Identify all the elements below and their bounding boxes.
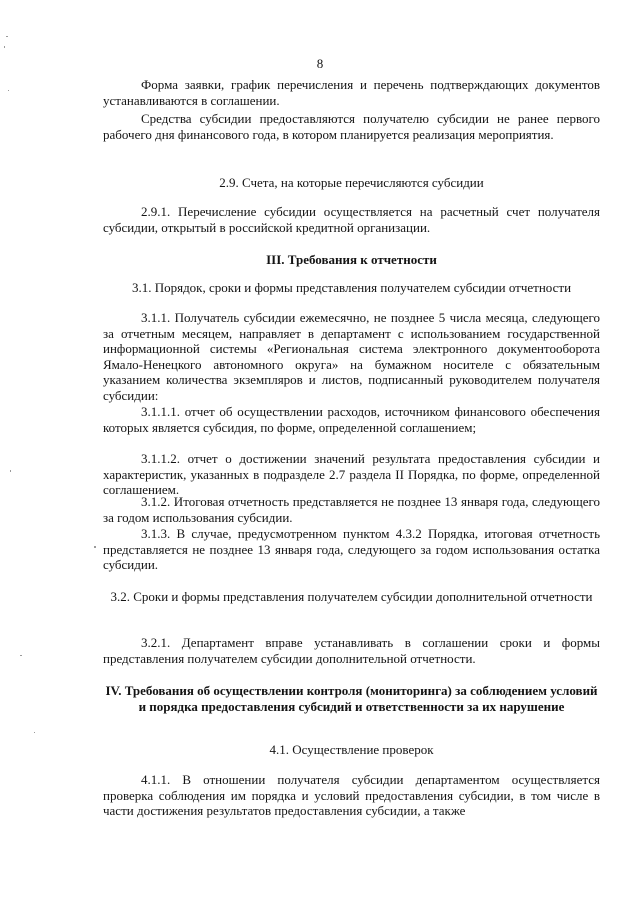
scan-mark	[10, 470, 11, 472]
heading-section-IV: IV. Требования об осуществлении контроля (мониторинга) за соблюдением условий и порядка предоставления субсидий и ответственности за их нарушение	[105, 683, 598, 714]
paragraph-3-1-3	[103, 526, 600, 573]
heading-3-1: 3.1. Порядок, сроки и формы представления получателем субсидии отчетности	[131, 280, 572, 295]
heading-section-III: III. Требования к отчетности	[266, 252, 437, 267]
scan-mark	[4, 46, 5, 48]
paragraph-2-9-1	[103, 204, 600, 235]
paragraph-text: 3.1.1. Получатель субсидии ежемесячно, не позднее 5 числа месяца, следующего за отчетным месяцем, направляет в департамент с использованием государственной информационной системы «Региональная система электронного документооборота Ямало-Ненецкого автономного округа» на бумажном носителе с обязательным указанием количества экземпляров и листов, подписанный руководителем получателя субсидии:	[103, 310, 600, 403]
heading-4-1: 4.1. Осуществление проверок	[269, 742, 434, 757]
paragraph-text: 3.1.3. В случае, предусмотренном пунктом 4.3.2 Порядка, итоговая отчетность представляется не позднее 13 января года, следующего за годом использования остатка субсидии.	[103, 526, 600, 573]
paragraph-text: 3.2.1. Департамент вправе устанавливать в соглашении сроки и формы представления получателем субсидии дополнительной отчетности.	[103, 635, 600, 666]
heading-2-9: 2.9. Счета, на которые перечисляются субсидии	[219, 175, 484, 190]
paragraph-text: 2.9.1. Перечисление субсидии осуществляется на расчетный счет получателя субсидии, открытый в российской кредитной организации.	[103, 204, 600, 235]
paragraph-4-1-1	[103, 772, 600, 819]
scan-mark	[20, 655, 22, 656]
paragraph-form	[103, 77, 600, 108]
paragraph-text: 3.1.2. Итоговая отчетность представляется не позднее 13 января года, следующего за годом использования субсидии.	[103, 494, 600, 525]
paragraph-text: Форма заявки, график перечисления и перечень подтверждающих документов устанавливаются в соглашении.	[103, 77, 600, 108]
paragraph-3-1-1-2	[103, 451, 600, 498]
page-number: 8	[316, 56, 324, 71]
paragraph-text: 3.1.1.2. отчет о достижении значений результата предоставления субсидии и характеристик, указанных в подразделе 2.7 раздела II Порядка, по форме, определенной соглашением.	[103, 451, 600, 498]
paragraph-3-1-1-1	[103, 404, 600, 435]
heading-3-2: 3.2. Сроки и формы представления получателем субсидии дополнительной отчетности	[110, 589, 593, 604]
scan-mark	[34, 732, 35, 733]
paragraph-funds	[103, 111, 600, 142]
paragraph-text: 3.1.1.1. отчет об осуществлении расходов, источником финансового обеспечения которых является субсидия, по форме, определенной соглашением;	[103, 404, 600, 435]
paragraph-3-1-1	[103, 310, 600, 404]
paragraph-text: Средства субсидии предоставляются получателю субсидии не ранее первого рабочего дня финансового года, в котором планируется реализация мероприятия.	[103, 111, 600, 142]
scan-mark	[94, 546, 96, 548]
paragraph-3-1-2	[103, 494, 600, 525]
paragraph-text: 4.1.1. В отношении получателя субсидии департаментом осуществляется проверка соблюдения им порядка и условий предоставления субсидии, в том числе в части достижения результатов предоставления субсидии, а также	[103, 772, 600, 819]
paragraph-3-2-1	[103, 635, 600, 666]
scan-mark	[8, 90, 9, 91]
scan-mark	[6, 36, 8, 37]
